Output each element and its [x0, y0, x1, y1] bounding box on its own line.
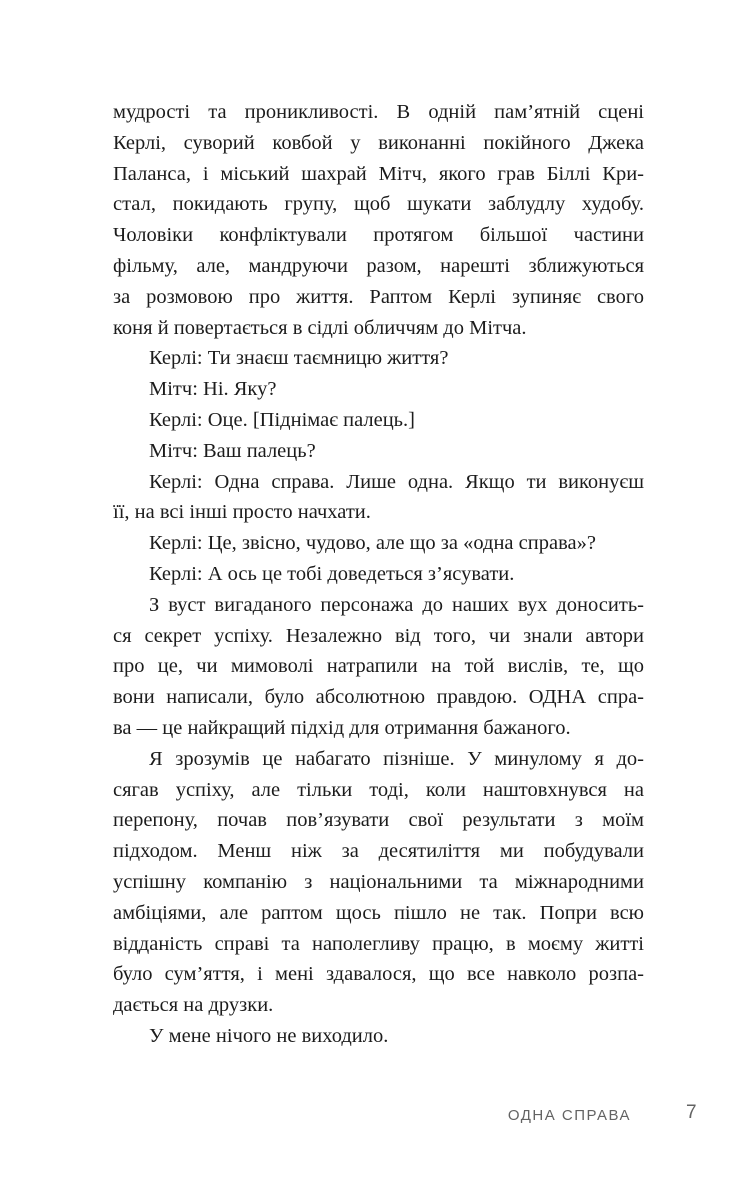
- text-line: Мітч: Ні. Яку?: [149, 378, 277, 401]
- page-number: 7: [686, 1102, 697, 1123]
- text-line: Паланса, і міський шахрай Мітч, якого грав Біллі Кри-: [113, 162, 644, 185]
- page-text: [113, 97, 644, 1052]
- text-line: про це, чи мимоволі натрапили на той вислів, те, що: [113, 655, 644, 678]
- text-line: Керлі: Це, звісно, чудово, але що за «одна справа»?: [149, 532, 596, 555]
- text-line: Керлі: Одна справа. Лише одна. Якщо ти виконуєш: [149, 470, 644, 493]
- text-line: стал, покидають групу, щоб шукати заблудлу худобу.: [113, 193, 644, 216]
- text-line: дається на друзки.: [113, 994, 274, 1017]
- text-line: за розмовою про життя. Раптом Керлі зупиняє свого: [113, 285, 644, 308]
- text-line: ся секрет успіху. Незалежно від того, чи знали автори: [113, 624, 644, 647]
- text-line: фільму, але, мандруючи разом, нарешті зближуються: [113, 254, 644, 277]
- text-line: Я зрозумів це набагато пізніше. У минулому я до-: [149, 747, 644, 770]
- text-line: Мітч: Ваш палець?: [149, 439, 316, 462]
- text-line: ва — це найкращий підхід для отримання бажаного.: [113, 716, 571, 739]
- text-line: У мене нічого не виходило.: [149, 1024, 389, 1047]
- text-line: перепону, почав пов’язувати свої результати з моїм: [113, 809, 644, 832]
- text-line: успішну компанію з національними та міжнародними: [113, 870, 644, 893]
- text-line: Чоловіки конфліктували протягом більшої частини: [113, 224, 644, 247]
- text-line: її, на всі інші просто начхати.: [113, 501, 371, 524]
- text-line: було сум’яття, і мені здавалося, що все навколо розпа-: [113, 963, 644, 986]
- text-line: Керлі: А ось це тобі доведеться з’ясувати.: [149, 562, 515, 585]
- text-line: Керлі: Ти знаєш таємницю життя?: [149, 347, 449, 370]
- running-footer-title: ОДНА СПРАВА: [507, 1107, 631, 1124]
- text-line: Керлі: Оце. [Піднімає палець.]: [149, 408, 415, 431]
- text-line: коня й повертається в сідлі обличчям до Мітча.: [113, 316, 527, 339]
- text-line: відданість справі та наполегливу працю, в моєму житті: [113, 932, 644, 955]
- text-line: З вуст вигаданого персонажа до наших вух доносить-: [149, 593, 644, 616]
- text-line: Керлі, суворий ковбой у виконанні покійного Джека: [113, 131, 644, 154]
- text-line: мудрості та проникливості. В одній пам’ятній сцені: [113, 101, 644, 123]
- text-line: сягав успіху, але тільки тоді, коли наштовхнувся на: [113, 778, 644, 801]
- text-line: амбіціями, але раптом щось пішло не так. Попри всю: [113, 901, 644, 924]
- text-line: підходом. Менш ніж за десятиліття ми побудували: [113, 840, 644, 863]
- text-line: вони написали, було абсолютною правдою. ОДНА спра-: [113, 686, 644, 709]
